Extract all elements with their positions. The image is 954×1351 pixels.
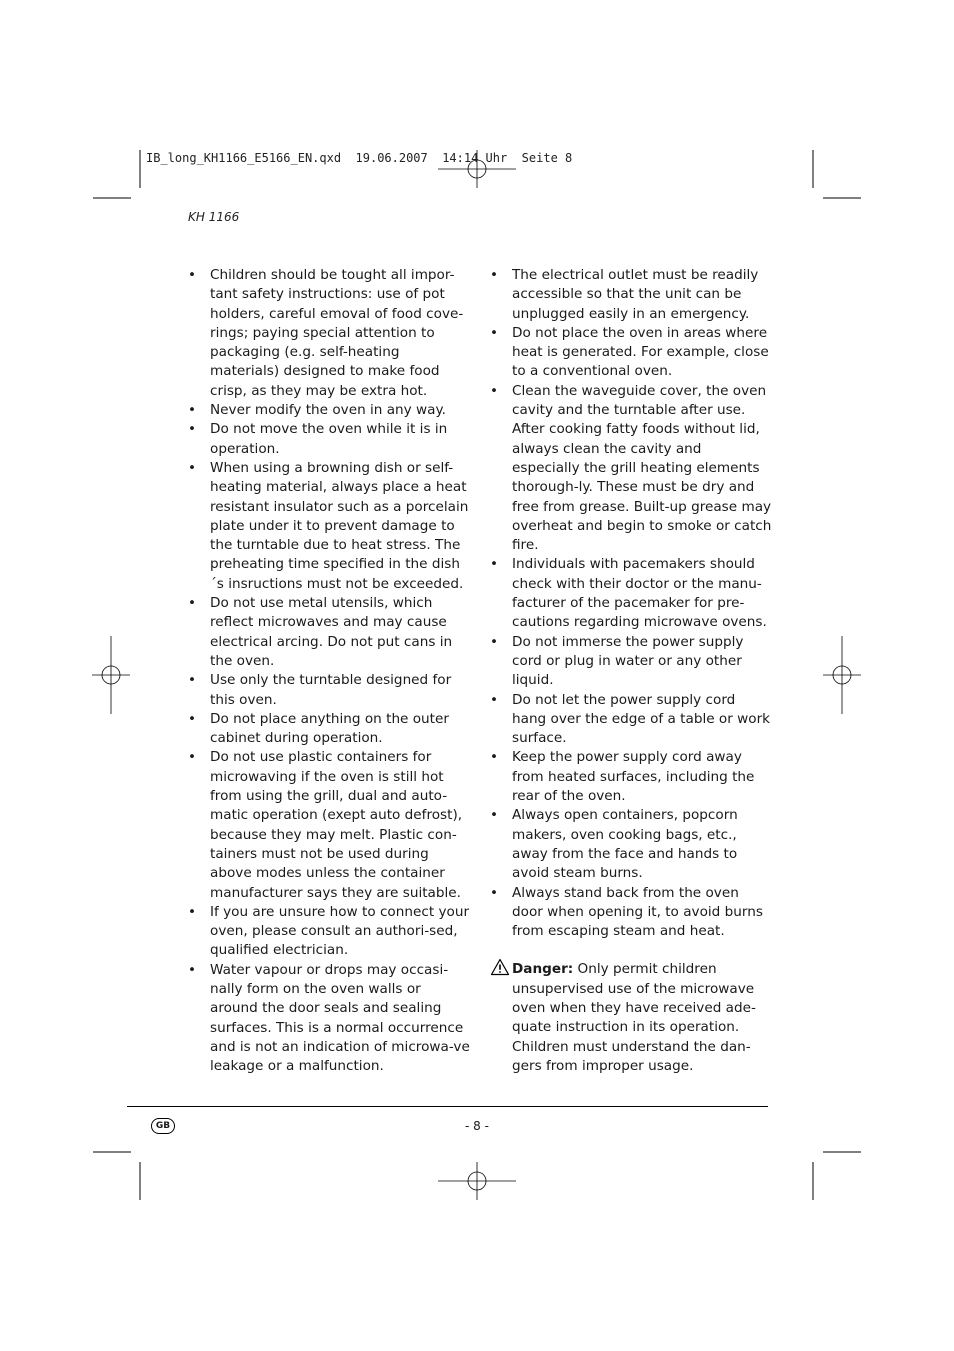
list-item: • Individuals with pacemakers should check with their doctor or the manu-facturer of the pacemaker for pre-cautions regarding microwave ovens.	[490, 555, 772, 632]
list-item: • Clean the waveguide cover, the oven cavity and the turntable after use. After cooking fatty foods without lid, always clean the cavity and especially the grill heating elements thorough-ly. These must be dry and free from grease. Built-up grease may overheat and begin to smoke or catch fire.	[490, 382, 772, 556]
left-bullet-list	[188, 266, 470, 1076]
page-number: - 8 -	[465, 1119, 489, 1133]
footer-rule	[127, 1106, 768, 1107]
language-badge: GB	[151, 1118, 175, 1134]
list-item: • Do not let the power supply cord hang over the edge of a table or work surface.	[490, 691, 772, 749]
danger-text: Only permit children unsupervised use of the microwave oven when they have received ade-quate instruction in its operation. Children must understand the dan-gers from improper usage.	[512, 961, 756, 1074]
list-item: • If you are unsure how to connect your oven, please consult an authori-sed, qualified electrician.	[188, 903, 470, 961]
left-column	[188, 266, 470, 1076]
list-item: • The electrical outlet must be readily accessible so that the unit can be unplugged easily in an emergency.	[490, 266, 772, 324]
danger-label: Danger:	[512, 961, 574, 978]
list-item: • Do not move the oven while it is in operation.	[188, 420, 470, 459]
list-item: • Always stand back from the oven door when opening it, to avoid burns from escaping steam and heat.	[490, 884, 772, 942]
list-item: • When using a browning dish or self-heating material, always place a heat resistant insulator such as a porcelain plate under it to prevent damage to the turntable due to heat stress. The preheating time specified in the dish´s insructions must not be exceeded.	[188, 459, 470, 594]
list-item: • Do not use metal utensils, which reflect microwaves and may cause electrical arcing. Do not put cans in the oven.	[188, 594, 470, 671]
list-item: • Water vapour or drops may occasi-nally form on the oven walls or around the door seals and sealing surfaces. This is a normal occurrence and is not an indication of microwa-ve leakage or a malfunction.	[188, 961, 470, 1077]
right-column	[490, 266, 772, 1076]
list-item: • Do not immerse the power supply cord or plug in water or any other liquid.	[490, 633, 772, 691]
list-item: • Never modify the oven in any way.	[188, 401, 470, 420]
list-item: • Do not use plastic containers for microwaving if the oven is still hot from using the grill, dual and auto-matic operation (exept auto defrost), because they may melt. Plastic con-tainers must not be used during above modes unless the container manufacturer says they are suitable.	[188, 748, 470, 902]
list-item: • Do not place anything on the outer cabinet during operation.	[188, 710, 470, 749]
danger-notice	[490, 960, 772, 1076]
print-slug: IB_long_KH1166_E5166_EN.qxd 19.06.2007 14:14 Uhr Seite 8	[146, 151, 573, 165]
list-item: • Keep the power supply cord away from heated surfaces, including the rear of the oven.	[490, 748, 772, 806]
list-item: • Do not place the oven in areas where heat is generated. For example, close to a conventional oven.	[490, 324, 772, 382]
right-bullet-list	[490, 266, 772, 941]
warning-triangle-icon	[490, 958, 510, 976]
list-item: • Children should be tought all impor-tant safety instructions: use of pot holders, careful emoval of food cove-rings; paying special attention to packaging (e.g. self-heating materials) designed to make food crisp, as they may be extra hot.	[188, 266, 470, 401]
list-item: • Use only the turntable designed for this oven.	[188, 671, 470, 710]
model-header: KH 1166	[188, 210, 240, 224]
list-item: • Always open containers, popcorn makers, oven cooking bags, etc., away from the face and hands to avoid steam burns.	[490, 806, 772, 883]
